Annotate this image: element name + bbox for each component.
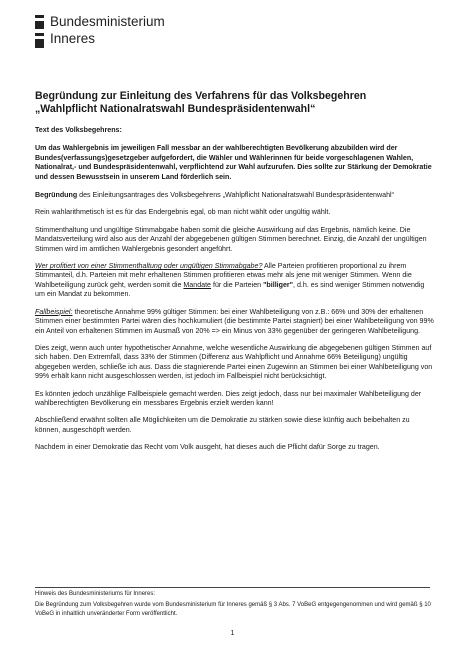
ministry-emblem-icon [35, 15, 44, 47]
paragraph-countless-examples: Es könnten jedoch unzählige Fallbeispiele gemacht werden. Dies zeigt jedoch, dass nur bei maximaler Wahlbeteiligung der wahlberechtigten Bevölkerung ein messbares Ergebnis erzielt werden kann! [35, 389, 422, 407]
paragraph-democracy: Nachdem in einer Demokratie das Recht vom Volk ausgeht, hat dieses auch die Pflicht dafür Sorge zu tragen. [35, 443, 380, 452]
mandate-term: Mandate [183, 280, 211, 289]
title-line-2: „Wahlpflicht Nationalratswahl Bundespräsidentenwahl“ [35, 103, 316, 115]
beneficiaries-text-2: für die Parteien [211, 280, 264, 289]
footer-note [35, 590, 435, 618]
footer-divider [35, 587, 430, 588]
page-number: 1 [230, 630, 235, 637]
beneficiaries-question: Wer profitiert von einer Stimmenthaltung oder ungültigen Stimmabgabe? [35, 262, 263, 271]
section-label: Text des Volksbegehrens: [35, 126, 122, 134]
beneficiaries-text-1: Alle Parteien profitieren proportional zu ihrem Stimmanteil, d.h. Parteien mit mehr erhaltenen Stimmen profitieren etwas mehr als jene mit weniger Stimmen. Wenn die Wahlbeteiligung zurück geht, werden somit die [35, 262, 412, 289]
cheaper-term: "billiger" [263, 280, 294, 289]
paragraph-abstention: Stimmenthaltung und ungültige Stimmabgabe haben somit die gleiche Auswirkung auf das Ergebnis, nämlich keine. Die Mandatsverteilung wird also aus der Anzahl der abgegebenen gültigen Stimmen berechnet. Einzig, die Anzahl der ungültigen Stimmen wird im amtlichen Wahlergebnis gesondert angeführt. [35, 225, 427, 253]
document-title [35, 90, 435, 116]
beneficiaries-text-3: , d.h. es sind weniger Stimmen notwendig um ein Mandat zu bekommen. [35, 280, 425, 299]
document-body [35, 90, 435, 461]
paragraph-justification [35, 191, 435, 200]
paragraph-arithmetic: Rein wahlarithmetisch ist es für das Endergebnis egal, ob man nicht wählt oder ungültig wählt. [35, 208, 331, 217]
paragraph-impact: Dies zeigt, wenn auch unter hypothetischer Annahme, welche wesentliche Auswirkung die abgegebenen gültigen Stimmen auf sich haben. Den Extremfall, dass 33% der Stimmen (Differenz aus Wahlpflicht und Annahme 66% Beteiligung) ungültig abgegeben werden, schließe ich aus. Dass die stagnierende Partei einen Zugewinn an Stimmen bei einer Wahlbeteiligung von 99% erhält kann nicht ausgeschlossen werden, ist jedoch im Fallbeispiel nicht berücksichtigt. [35, 343, 433, 381]
footer-heading: Hinweis des Bundesministeriums für Inneres: [35, 591, 156, 597]
logo-line-department: Inneres [50, 31, 96, 46]
paragraph-conclusion: Abschließend erwähnt sollten alle Möglichkeiten um die Demokratie zu stärken sowie diese künftig auch beibehalten zu können, ausgeschöpft werden. [35, 416, 410, 434]
justification-text: des Einleitungsantrages des Volksbegehrens „Wahlpflicht Nationalratswahl Bundespräsidentenwahl“ [77, 191, 394, 200]
title-line-1: Begründung zur Einleitung des Verfahrens für das Volksbegehren [35, 90, 367, 102]
example-text: theoretische Annahme 99% gültiger Stimmen: bei einer Wahlbeteiligung von z.B.: 66% und 30% der erhaltenen Stimmen einer bestimmten Partei wären dies hochkumuliert (die bestimmte Partei stagniert) bei einer Wahlbeteiligung von 99% ein Anteil von erhaltenen Stimmen im Ausmaß von 20% => ein Minus von 33% gegenüber der geringeren Wahlbeteiligung. [35, 307, 434, 335]
example-label: Fallbeispiel: [35, 307, 73, 316]
petition-text: Um das Wahlergebnis im jeweiligen Fall messbar an der wahlberechtigten Bevölkerung abzubilden wird der Bundes(verfassungs)gesetzgeber aufgefordert, die Wähler und Wählerinnen für beide vorgeschlagenen Wahlen, Nationalrat,- und Bundespräsidentenwahl, verpflichtend zur Wahl aufzurufen. Dies sollte zur Stärkung der Demokratie und dessen Bewusstsein in unserem Land förderlich sein. [35, 144, 432, 181]
footer-text: Die Begründung zum Volksbegehren wurde vom Bundesministerium für Inneres gemäß § 3 Abs. 7 VoBeG entgegengenommen und wird gemäß § 10 VoBeG in inhaltlich unveränderter Form veröffentlicht. [35, 602, 431, 617]
justification-label: Begründung [35, 191, 78, 200]
paragraph-beneficiaries [35, 262, 435, 300]
paragraph-example [35, 308, 435, 336]
logo-line-ministry: Bundesministerium [50, 14, 165, 29]
